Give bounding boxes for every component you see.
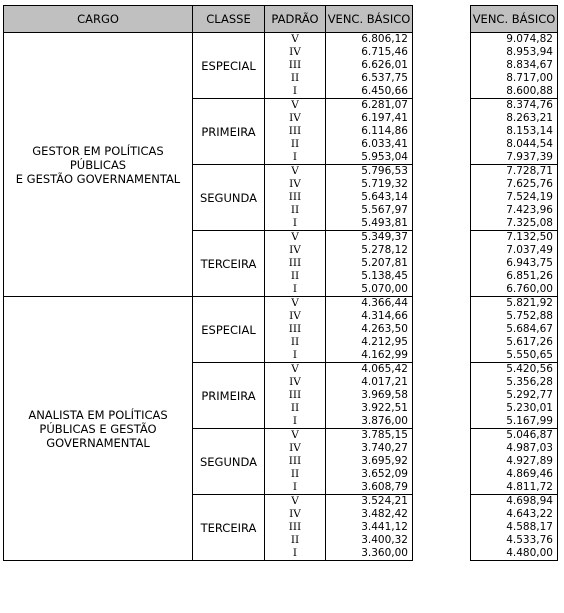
- venc-basico-new-cell: 5.356,28: [471, 376, 558, 389]
- venc-basico-new-cell: 8.153,14: [471, 125, 558, 138]
- padrao-cell: III: [265, 257, 326, 270]
- table-row-new: [471, 72, 558, 85]
- venc-basico-new-cell: 4.811,72: [471, 481, 558, 495]
- venc-basico-new-cell: 4.698,94: [471, 495, 558, 509]
- padrao-cell: III: [265, 323, 326, 336]
- classe-cell: TERCEIRA: [193, 495, 265, 561]
- classe-cell: ESPECIAL: [193, 33, 265, 99]
- venc-basico-cell: 3.360,00: [326, 547, 413, 561]
- venc-basico-cell: 3.652,09: [326, 468, 413, 481]
- table-row: [4, 297, 413, 311]
- table-row-new: [471, 521, 558, 534]
- table-row-new: [471, 257, 558, 270]
- venc-basico-new-cell: 7.132,50: [471, 231, 558, 245]
- padrao-cell: III: [265, 389, 326, 402]
- table-row-new: [471, 112, 558, 125]
- venc-basico-new-cell: 5.821,92: [471, 297, 558, 311]
- venc-basico-new-cell: 4.927,89: [471, 455, 558, 468]
- salary-table-body: [4, 33, 413, 561]
- venc-basico-new-cell: 4.588,17: [471, 521, 558, 534]
- padrao-cell: IV: [265, 244, 326, 257]
- padrao-cell: II: [265, 138, 326, 151]
- padrao-cell: I: [265, 349, 326, 363]
- venc-basico-new-cell: 5.420,56: [471, 363, 558, 377]
- venc-basico-cell: 3.740,27: [326, 442, 413, 455]
- padrao-cell: I: [265, 85, 326, 99]
- table-row-new: [471, 283, 558, 297]
- padrao-cell: I: [265, 283, 326, 297]
- padrao-cell: II: [265, 402, 326, 415]
- table-row-new: [471, 125, 558, 138]
- table-row-new: [471, 99, 558, 113]
- venc-basico-new-cell: 5.617,26: [471, 336, 558, 349]
- venc-basico-cell: 3.695,92: [326, 455, 413, 468]
- table-row-new: [471, 429, 558, 443]
- classe-cell: ESPECIAL: [193, 297, 265, 363]
- header-cargo: CARGO: [4, 6, 193, 33]
- venc-basico-cell: 6.197,41: [326, 112, 413, 125]
- venc-basico-new-cell: 6.943,75: [471, 257, 558, 270]
- table-row-new: [471, 402, 558, 415]
- venc-basico-new-cell: 4.869,46: [471, 468, 558, 481]
- cargo-name-line: E GESTÃO GOVERNAMENTAL: [15, 171, 181, 186]
- padrao-cell: III: [265, 125, 326, 138]
- table-row-new: [471, 389, 558, 402]
- table-row-new: [471, 534, 558, 547]
- table-row-new: [471, 349, 558, 363]
- table-row-new: [471, 468, 558, 481]
- padrao-cell: V: [265, 99, 326, 113]
- venc-basico-cell: 6.450,66: [326, 85, 413, 99]
- classe-cell: SEGUNDA: [193, 429, 265, 495]
- venc-basico-cell: 3.441,12: [326, 521, 413, 534]
- venc-basico-cell: 3.922,51: [326, 402, 413, 415]
- venc-basico-cell: 5.953,04: [326, 151, 413, 165]
- venc-basico-new-cell: 7.937,39: [471, 151, 558, 165]
- padrao-cell: II: [265, 468, 326, 481]
- venc-basico-cell: 6.806,12: [326, 33, 413, 47]
- venc-basico-new-cell: 5.046,87: [471, 429, 558, 443]
- padrao-cell: IV: [265, 178, 326, 191]
- table-row-new: [471, 415, 558, 429]
- venc-basico-new-cell: 5.167,99: [471, 415, 558, 429]
- venc-basico-cell: 4.017,21: [326, 376, 413, 389]
- venc-basico-cell: 6.715,46: [326, 46, 413, 59]
- padrao-cell: I: [265, 217, 326, 231]
- salary-table-new-body: [471, 33, 558, 561]
- venc-basico-new-cell: 8.600,88: [471, 85, 558, 99]
- venc-basico-cell: 6.114,86: [326, 125, 413, 138]
- table-row-new: [471, 508, 558, 521]
- table-row-new: [471, 547, 558, 561]
- venc-basico-cell: 5.796,53: [326, 165, 413, 179]
- padrao-cell: II: [265, 336, 326, 349]
- padrao-cell: V: [265, 363, 326, 377]
- table-row-new: [471, 363, 558, 377]
- venc-basico-new-cell: 7.625,76: [471, 178, 558, 191]
- venc-basico-new-cell: 8.953,94: [471, 46, 558, 59]
- header-classe: CLASSE: [193, 6, 265, 33]
- venc-basico-new-cell: 5.752,88: [471, 310, 558, 323]
- venc-basico-cell: 3.969,58: [326, 389, 413, 402]
- venc-basico-cell: 5.138,45: [326, 270, 413, 283]
- venc-basico-cell: 5.643,14: [326, 191, 413, 204]
- padrao-cell: I: [265, 415, 326, 429]
- table-row-new: [471, 59, 558, 72]
- header-row: [4, 6, 413, 33]
- padrao-cell: III: [265, 191, 326, 204]
- table-row-new: [471, 204, 558, 217]
- table-row-new: [471, 495, 558, 509]
- venc-basico-new-cell: 5.684,67: [471, 323, 558, 336]
- padrao-cell: IV: [265, 310, 326, 323]
- cargo-name-line: GOVERNAMENTAL: [46, 435, 150, 450]
- padrao-cell: II: [265, 72, 326, 85]
- table-row-new: [471, 376, 558, 389]
- venc-basico-cell: 4.314,66: [326, 310, 413, 323]
- header-padrao: PADRÃO: [265, 6, 326, 33]
- cargo-name-line: GESTOR EM POLÍTICAS PÚBLICAS: [32, 143, 164, 172]
- header-venc-basico-new: VENC. BÁSICO: [471, 6, 558, 33]
- venc-basico-new-cell: 4.643,22: [471, 508, 558, 521]
- venc-basico-cell: 5.493,81: [326, 217, 413, 231]
- venc-basico-cell: 6.281,07: [326, 99, 413, 113]
- padrao-cell: I: [265, 547, 326, 561]
- venc-basico-cell: 3.785,15: [326, 429, 413, 443]
- table-row-new: [471, 455, 558, 468]
- venc-basico-cell: 4.162,99: [326, 349, 413, 363]
- venc-basico-cell: 5.278,12: [326, 244, 413, 257]
- venc-basico-new-cell: 8.263,21: [471, 112, 558, 125]
- venc-basico-cell: 3.608,79: [326, 481, 413, 495]
- table-row: [4, 33, 413, 47]
- venc-basico-cell: 6.626,01: [326, 59, 413, 72]
- venc-basico-cell: 3.876,00: [326, 415, 413, 429]
- table-row-new: [471, 46, 558, 59]
- padrao-cell: II: [265, 204, 326, 217]
- padrao-cell: IV: [265, 46, 326, 59]
- venc-basico-new-cell: 7.524,19: [471, 191, 558, 204]
- table-row-new: [471, 33, 558, 47]
- padrao-cell: V: [265, 297, 326, 311]
- venc-basico-new-cell: 4.533,76: [471, 534, 558, 547]
- table-row-new: [471, 310, 558, 323]
- venc-basico-new-cell: 7.037,49: [471, 244, 558, 257]
- venc-basico-new-cell: 4.480,00: [471, 547, 558, 561]
- venc-basico-new-cell: 8.834,67: [471, 59, 558, 72]
- padrao-cell: I: [265, 151, 326, 165]
- padrao-cell: I: [265, 481, 326, 495]
- table-row-new: [471, 165, 558, 179]
- venc-basico-new-cell: 5.230,01: [471, 402, 558, 415]
- cargo-name-line: ANALISTA EM POLÍTICAS: [28, 407, 168, 422]
- venc-basico-new-cell: 5.550,65: [471, 349, 558, 363]
- header-venc-basico: VENC. BÁSICO: [326, 6, 413, 33]
- venc-basico-new-cell: 7.325,08: [471, 217, 558, 231]
- venc-basico-cell: 6.537,75: [326, 72, 413, 85]
- venc-basico-new-cell: 5.292,77: [471, 389, 558, 402]
- venc-basico-cell: 3.400,32: [326, 534, 413, 547]
- table-row-new: [471, 138, 558, 151]
- venc-basico-cell: 5.567,97: [326, 204, 413, 217]
- padrao-cell: II: [265, 534, 326, 547]
- venc-basico-cell: 4.212,95: [326, 336, 413, 349]
- table-row-new: [471, 85, 558, 99]
- venc-basico-new-cell: 6.851,26: [471, 270, 558, 283]
- padrao-cell: II: [265, 270, 326, 283]
- venc-basico-new-cell: 6.760,00: [471, 283, 558, 297]
- venc-basico-cell: 3.482,42: [326, 508, 413, 521]
- venc-basico-new-cell: 4.987,03: [471, 442, 558, 455]
- padrao-cell: V: [265, 231, 326, 245]
- padrao-cell: IV: [265, 508, 326, 521]
- padrao-cell: V: [265, 495, 326, 509]
- venc-basico-new-cell: 7.728,71: [471, 165, 558, 179]
- venc-basico-cell: 5.070,00: [326, 283, 413, 297]
- classe-cell: TERCEIRA: [193, 231, 265, 297]
- padrao-cell: V: [265, 165, 326, 179]
- table-row-new: [471, 178, 558, 191]
- classe-cell: SEGUNDA: [193, 165, 265, 231]
- venc-basico-cell: 4.263,50: [326, 323, 413, 336]
- table-row-new: [471, 231, 558, 245]
- header-row-new: [471, 6, 558, 33]
- venc-basico-new-cell: 8.044,54: [471, 138, 558, 151]
- table-row-new: [471, 297, 558, 311]
- venc-basico-new-cell: 9.074,82: [471, 33, 558, 47]
- cargo-cell: [4, 297, 193, 561]
- padrao-cell: III: [265, 59, 326, 72]
- table-row-new: [471, 481, 558, 495]
- venc-basico-cell: 6.033,41: [326, 138, 413, 151]
- venc-basico-new-cell: 8.717,00: [471, 72, 558, 85]
- venc-basico-cell: 5.349,37: [326, 231, 413, 245]
- padrao-cell: V: [265, 429, 326, 443]
- venc-basico-cell: 4.366,44: [326, 297, 413, 311]
- table-row-new: [471, 323, 558, 336]
- table-row-new: [471, 270, 558, 283]
- classe-cell: PRIMEIRA: [193, 99, 265, 165]
- padrao-cell: III: [265, 455, 326, 468]
- padrao-cell: IV: [265, 376, 326, 389]
- venc-basico-new-cell: 8.374,76: [471, 99, 558, 113]
- table-row-new: [471, 336, 558, 349]
- venc-basico-cell: 3.524,21: [326, 495, 413, 509]
- table-row-new: [471, 151, 558, 165]
- venc-basico-cell: 5.207,81: [326, 257, 413, 270]
- padrao-cell: IV: [265, 112, 326, 125]
- salary-table: [3, 5, 413, 561]
- venc-basico-cell: 5.719,32: [326, 178, 413, 191]
- venc-basico-new-cell: 7.423,96: [471, 204, 558, 217]
- cargo-name-line: PÚBLICAS E GESTÃO: [39, 421, 157, 436]
- classe-cell: PRIMEIRA: [193, 363, 265, 429]
- padrao-cell: III: [265, 521, 326, 534]
- padrao-cell: IV: [265, 442, 326, 455]
- table-row-new: [471, 244, 558, 257]
- table-row-new: [471, 191, 558, 204]
- venc-basico-cell: 4.065,42: [326, 363, 413, 377]
- table-row-new: [471, 442, 558, 455]
- table-row-new: [471, 217, 558, 231]
- salary-table-new: [470, 5, 558, 561]
- padrao-cell: V: [265, 33, 326, 47]
- cargo-cell: [4, 33, 193, 297]
